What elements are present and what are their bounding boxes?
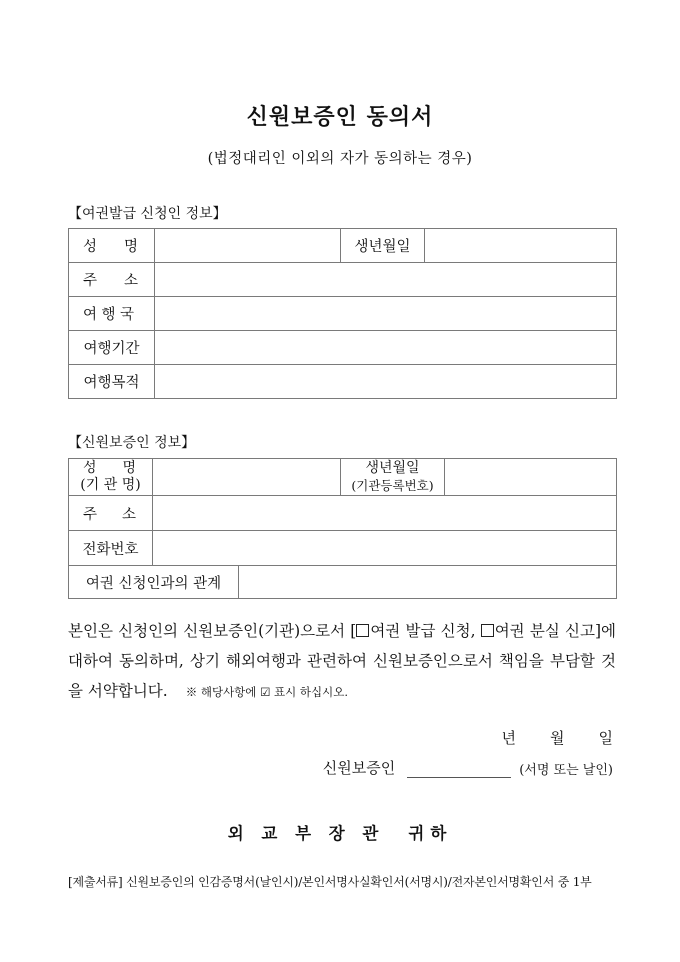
travel-country-label: 여 행 국 — [69, 297, 155, 331]
addressee — [0, 820, 680, 844]
relation-label: 여권 신청인과의 관계 — [69, 566, 239, 599]
travel-purpose-field[interactable] — [155, 365, 617, 399]
guarantor-name-field[interactable] — [153, 459, 341, 496]
signature-line — [323, 757, 613, 778]
ministry-name: 외 교 부 장 관 — [227, 824, 385, 843]
travel-period-label: 여행기간 — [69, 331, 155, 365]
guarantor-address-field[interactable] — [153, 496, 617, 531]
applicant-name-field[interactable] — [155, 229, 341, 263]
addressee-suffix: 귀하 — [408, 824, 453, 843]
guarantor-info-table — [68, 458, 617, 599]
guarantor-section-heading: 【신원보증인 정보】 — [68, 435, 196, 451]
applicant-address-label: 주 소 — [69, 263, 155, 297]
travel-country-field[interactable] — [155, 297, 617, 331]
signature-hint: (서명 또는 날인) — [519, 763, 613, 778]
passport-issue-checkbox[interactable] — [356, 624, 369, 637]
guarantor-birth-label: 생년월일 (기관등록번호) — [341, 459, 445, 496]
applicant-section-heading: 【여권발급 신청인 정보】 — [68, 206, 227, 222]
signature-label: 신원보증인 — [322, 759, 396, 777]
travel-purpose-label: 여행목적 — [69, 365, 155, 399]
applicant-name-label: 성 명 — [69, 229, 155, 263]
guarantor-address-label: 주 소 — [69, 496, 153, 531]
day-label: 일 — [598, 729, 613, 747]
month-label: 월 — [550, 729, 565, 747]
table-row — [69, 566, 617, 599]
travel-period-field[interactable] — [155, 331, 617, 365]
guarantor-org-label: (기 관 명) — [80, 477, 141, 493]
checkbox-checked-icon: ☑ — [260, 685, 271, 699]
table-row — [69, 459, 617, 496]
table-row — [69, 229, 617, 263]
applicant-info-table — [68, 228, 617, 399]
relation-field[interactable] — [239, 566, 617, 599]
guarantor-org-reg-label: (기관등록번호) — [351, 478, 434, 493]
table-row — [69, 331, 617, 365]
instruction-note: ※ 해당사항에 ☑ 표시 하십시오. — [185, 685, 348, 699]
table-row — [69, 496, 617, 531]
year-label: 년 — [501, 729, 516, 747]
guarantor-phone-field[interactable] — [153, 531, 617, 566]
applicant-birth-label: 생년월일 — [341, 229, 425, 263]
table-row — [69, 531, 617, 566]
passport-loss-checkbox[interactable] — [481, 624, 494, 637]
consent-statement: 본인은 신청인의 신원보증인(기관)으로서 [ 여권 발급 신청, 여권 분실 신고]에 대하여 동의하며, 상기 해외여행과 관련하여 신원보증인으로서 책임을 부담할 것을 서약합니다. ※ 해당사항에 ☑ 표시 하십시오. — [68, 622, 616, 700]
guarantor-birth-field[interactable] — [445, 459, 617, 496]
required-documents-note: [제출서류] 신원보증인의 인감증명서(날인시)/본인서명사실확인서(서명시)/전자본인서명확인서 중 1부 — [68, 875, 592, 889]
guarantor-name-label: 성 명 (기 관 명) — [69, 459, 153, 496]
document-title: 신원보증인 동의서 — [246, 104, 434, 130]
signature-field[interactable] — [407, 763, 511, 778]
document-subtitle: (법정대리인 이외의 자가 동의하는 경우) — [207, 151, 473, 167]
applicant-birth-field[interactable] — [425, 229, 617, 263]
guarantor-phone-label: 전화번호 — [69, 531, 153, 566]
applicant-address-field[interactable] — [155, 263, 617, 297]
date-line[interactable] — [502, 727, 614, 748]
table-row — [69, 263, 617, 297]
table-row — [69, 297, 617, 331]
table-row — [69, 365, 617, 399]
